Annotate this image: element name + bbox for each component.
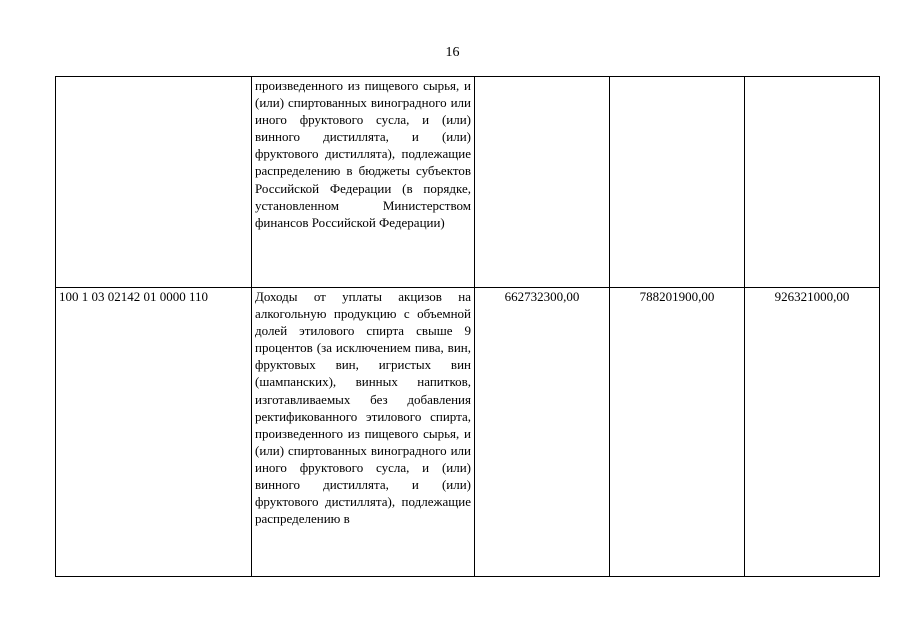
budget-code-cell: 100 1 03 02142 01 0000 110 — [56, 288, 252, 577]
amount-cell-year-2: 788201900,00 — [610, 288, 745, 577]
page-number: 16 — [445, 45, 460, 60]
description-cell: произведенного из пищевого сырья, и (или) спиртованных виноградного или иного фруктового сусла, и (или) винного дистиллята, и (или) фруктового дистиллята), подлежащие распределению в бюджеты субъектов Российской Федерации (в порядке, установленном Министерством финансов Российской Федерации) — [252, 77, 475, 288]
amount-cell-year-1: 662732300,00 — [475, 288, 610, 577]
table-row — [56, 77, 880, 288]
revenue-table — [55, 76, 880, 577]
amount-cell-year-3 — [745, 77, 880, 288]
amount-cell-year-2 — [610, 77, 745, 288]
amount-cell-year-3: 926321000,00 — [745, 288, 880, 577]
table-row — [56, 288, 880, 577]
amount-cell-year-1 — [475, 77, 610, 288]
description-cell: Доходы от уплаты акцизов на алкогольную продукцию с объемной долей этилового спирта свыше 9 процентов (за исключением пива, вин, фруктовых вин, игристых вин (шампанских), винных напитков, изготавливаемых без добавления ректификованного этилового спирта, произведенного из пищевого сырья, и (или) спиртованных виноградного или иного фруктового сусла, и (или) винного дистиллята, и (или) фруктового дистиллята), подлежащие распределению в — [252, 288, 475, 577]
budget-code-cell — [56, 77, 252, 288]
